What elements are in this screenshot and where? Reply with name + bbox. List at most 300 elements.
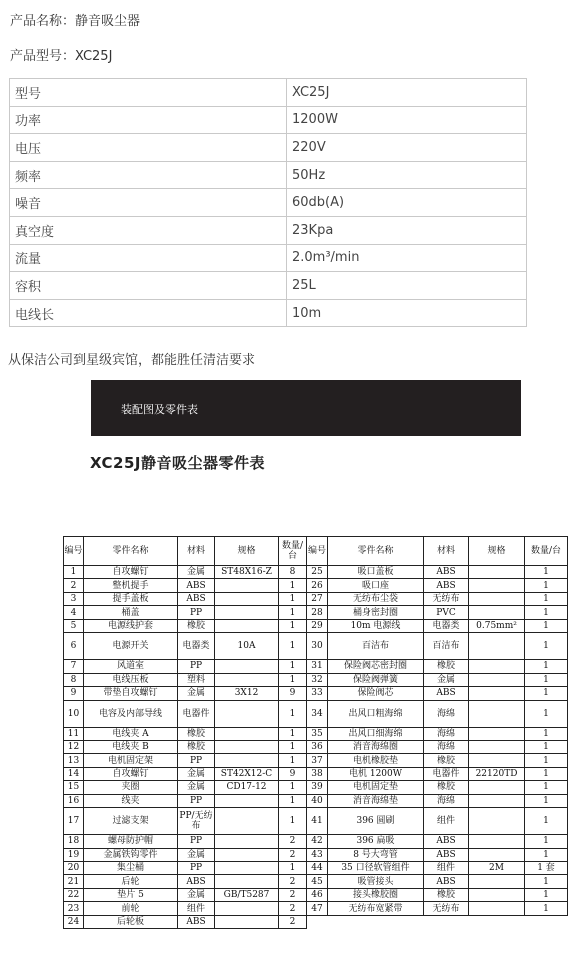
- parts-cell: ABS: [178, 915, 215, 928]
- parts-row: [64, 592, 568, 605]
- parts-cell: 百洁布: [424, 633, 469, 660]
- parts-cell: 接头橡胶圈: [328, 888, 424, 901]
- parts-table-title: XC25J静音吸尘器零件表: [90, 454, 265, 472]
- parts-cell: 8: [64, 673, 84, 686]
- parts-cell: 31: [307, 660, 328, 673]
- parts-cell: 2: [279, 902, 307, 915]
- product-name-line: 产品名称：静音吸尘器: [10, 14, 141, 29]
- parts-header-row: [64, 537, 568, 566]
- parts-cell: 15: [64, 781, 84, 794]
- parts-cell: 前轮: [84, 902, 178, 915]
- spec-label: 电压: [10, 134, 287, 162]
- parts-cell: 电线夹 A: [84, 727, 178, 740]
- product-model-line: 产品型号：XC25J: [10, 49, 113, 64]
- parts-cell: [328, 915, 424, 928]
- parts-cell: 10A: [215, 633, 279, 660]
- parts-cell: PP: [178, 660, 215, 673]
- parts-cell: [469, 727, 525, 740]
- parts-cell: 1: [525, 619, 568, 632]
- spec-value: 23Kpa: [287, 216, 527, 244]
- parts-cell: 1: [279, 619, 307, 632]
- parts-cell: 47: [307, 902, 328, 915]
- parts-cell: 2: [279, 875, 307, 888]
- parts-header-cell: 编号: [64, 537, 84, 566]
- parts-cell: [469, 606, 525, 619]
- parts-cell: 垫片 5: [84, 888, 178, 901]
- parts-cell: 吸管接头: [328, 875, 424, 888]
- parts-cell: 1: [279, 808, 307, 835]
- parts-cell: 电容及内部导线: [84, 700, 178, 727]
- parts-cell: 集尘桶: [84, 862, 178, 875]
- parts-cell: 自攻螺钉: [84, 767, 178, 780]
- spec-label: 容积: [10, 272, 287, 300]
- parts-cell: [469, 700, 525, 727]
- spec-label: 功率: [10, 106, 287, 134]
- parts-cell: [469, 902, 525, 915]
- parts-header-cell: 材料: [424, 537, 469, 566]
- spec-row: [10, 189, 527, 217]
- parts-cell: 过滤支架: [84, 808, 178, 835]
- parts-cell: PP: [178, 754, 215, 767]
- parts-cell: 2: [279, 848, 307, 861]
- parts-cell: 1 套: [525, 862, 568, 875]
- parts-cell: 1: [525, 592, 568, 605]
- parts-cell: 电机 1200W: [328, 767, 424, 780]
- parts-cell: 保险阀芯: [328, 687, 424, 700]
- parts-cell: 1: [525, 687, 568, 700]
- parts-cell: 3: [64, 592, 84, 605]
- parts-cell: 橡胶: [424, 660, 469, 673]
- parts-cell: [469, 848, 525, 861]
- spec-row: [10, 161, 527, 189]
- parts-row: [64, 794, 568, 807]
- parts-cell: 消音海绵圈: [328, 740, 424, 753]
- assembly-banner: [91, 380, 521, 436]
- parts-cell: 电器类: [424, 619, 469, 632]
- parts-row: [64, 700, 568, 727]
- parts-cell: 夹圈: [84, 781, 178, 794]
- parts-cell: 桶身密封圈: [328, 606, 424, 619]
- parts-cell: 19: [64, 848, 84, 861]
- parts-cell: 36: [307, 740, 328, 753]
- parts-cell: 1: [279, 660, 307, 673]
- parts-cell: [307, 915, 328, 928]
- parts-cell: 396 圆刷: [328, 808, 424, 835]
- parts-cell: 无纺布宽紧带: [328, 902, 424, 915]
- parts-header-cell: 数量/台: [279, 537, 307, 566]
- parts-cell: 无纺布: [424, 902, 469, 915]
- parts-cell: [469, 754, 525, 767]
- parts-cell: [215, 794, 279, 807]
- parts-row: [64, 915, 568, 928]
- parts-cell: 22: [64, 888, 84, 901]
- parts-row: [64, 740, 568, 753]
- parts-cell: 1: [279, 754, 307, 767]
- parts-cell: 1: [279, 633, 307, 660]
- parts-cell: 39: [307, 781, 328, 794]
- parts-cell: 5: [64, 619, 84, 632]
- parts-row: [64, 754, 568, 767]
- parts-cell: 12: [64, 740, 84, 753]
- parts-cell: PVC: [424, 606, 469, 619]
- parts-cell: 11: [64, 727, 84, 740]
- parts-cell: 海绵: [424, 727, 469, 740]
- parts-cell: 2: [64, 579, 84, 592]
- parts-cell: 3X12: [215, 687, 279, 700]
- parts-cell: 22120TD: [469, 767, 525, 780]
- parts-cell: 17: [64, 808, 84, 835]
- spec-value: 60db(A): [287, 189, 527, 217]
- parts-cell: 电机橡胶垫: [328, 754, 424, 767]
- parts-cell: 41: [307, 808, 328, 835]
- parts-row: [64, 566, 568, 579]
- spec-value: 50Hz: [287, 161, 527, 189]
- parts-cell: 橡胶: [424, 888, 469, 901]
- parts-cell: [215, 700, 279, 727]
- parts-cell: 9: [279, 767, 307, 780]
- parts-cell: 保险阀芯密封圈: [328, 660, 424, 673]
- spec-label: 真空度: [10, 216, 287, 244]
- parts-cell: 2: [279, 888, 307, 901]
- parts-row: [64, 902, 568, 915]
- parts-cell: 37: [307, 754, 328, 767]
- parts-cell: [469, 835, 525, 848]
- parts-cell: 1: [525, 808, 568, 835]
- parts-cell: 18: [64, 835, 84, 848]
- parts-row: [64, 579, 568, 592]
- parts-cell: 0.75mm²: [469, 619, 525, 632]
- parts-cell: [215, 579, 279, 592]
- parts-cell: 1: [525, 902, 568, 915]
- parts-cell: PP/无纺布: [178, 808, 215, 835]
- parts-cell: 1: [525, 673, 568, 686]
- parts-cell: 1: [279, 579, 307, 592]
- parts-cell: 13: [64, 754, 84, 767]
- parts-row: [64, 660, 568, 673]
- parts-cell: 9: [279, 687, 307, 700]
- parts-cell: 35 口径软管组件: [328, 862, 424, 875]
- parts-cell: 33: [307, 687, 328, 700]
- parts-cell: 23: [64, 902, 84, 915]
- parts-cell: ST48X16-Z: [215, 566, 279, 579]
- parts-cell: 10m 电源线: [328, 619, 424, 632]
- parts-cell: 1: [525, 835, 568, 848]
- parts-header-cell: 数量/台: [525, 537, 568, 566]
- parts-cell: 8: [279, 566, 307, 579]
- parts-cell: 出风口细海绵: [328, 727, 424, 740]
- parts-cell: 保险阀弹簧: [328, 673, 424, 686]
- spec-row: [10, 272, 527, 300]
- parts-cell: 2: [279, 835, 307, 848]
- parts-cell: CD17-12: [215, 781, 279, 794]
- parts-cell: 后轮板: [84, 915, 178, 928]
- parts-cell: 百洁布: [328, 633, 424, 660]
- parts-cell: 1: [525, 875, 568, 888]
- parts-cell: 46: [307, 888, 328, 901]
- parts-row: [64, 875, 568, 888]
- spec-row: [10, 244, 527, 272]
- parts-cell: 金属: [178, 781, 215, 794]
- parts-cell: 24: [64, 915, 84, 928]
- spec-label: 流量: [10, 244, 287, 272]
- parts-cell: 4: [64, 606, 84, 619]
- spec-table: [9, 78, 527, 327]
- parts-cell: 橡胶: [424, 754, 469, 767]
- parts-cell: 金属: [178, 566, 215, 579]
- parts-cell: [469, 915, 525, 928]
- parts-cell: 396 扁吸: [328, 835, 424, 848]
- spec-value: 1200W: [287, 106, 527, 134]
- parts-row: [64, 727, 568, 740]
- parts-header-cell: 规格: [469, 537, 525, 566]
- spec-value: 10m: [287, 299, 527, 327]
- spec-label: 电线长: [10, 299, 287, 327]
- parts-cell: [215, 915, 279, 928]
- parts-cell: ABS: [424, 566, 469, 579]
- parts-cell: 1: [279, 781, 307, 794]
- parts-cell: PP: [178, 606, 215, 619]
- parts-cell: 40: [307, 794, 328, 807]
- spec-value: 2.0m³/min: [287, 244, 527, 272]
- parts-cell: [215, 673, 279, 686]
- parts-cell: 电线压板: [84, 673, 178, 686]
- parts-row: [64, 673, 568, 686]
- parts-cell: 26: [307, 579, 328, 592]
- spec-row: [10, 79, 527, 107]
- parts-cell: 无纺布: [424, 592, 469, 605]
- parts-cell: PP: [178, 862, 215, 875]
- parts-cell: ABS: [424, 687, 469, 700]
- spec-value: 25L: [287, 272, 527, 300]
- parts-cell: [215, 808, 279, 835]
- parts-cell: 1: [279, 606, 307, 619]
- parts-cell: 2: [279, 915, 307, 928]
- parts-cell: 橡胶: [178, 740, 215, 753]
- parts-row: [64, 835, 568, 848]
- parts-cell: [469, 660, 525, 673]
- parts-cell: [469, 781, 525, 794]
- parts-header-cell: 零件名称: [84, 537, 178, 566]
- parts-cell: 海绵: [424, 740, 469, 753]
- spec-label: 噪音: [10, 189, 287, 217]
- spec-row: [10, 299, 527, 327]
- parts-cell: [215, 740, 279, 753]
- parts-cell: [469, 808, 525, 835]
- parts-cell: 电器类: [178, 633, 215, 660]
- parts-cell: 塑料: [178, 673, 215, 686]
- parts-cell: 1: [279, 862, 307, 875]
- parts-cell: ABS: [424, 579, 469, 592]
- parts-cell: 电源开关: [84, 633, 178, 660]
- parts-cell: 1: [525, 606, 568, 619]
- parts-cell: 电机固定架: [84, 754, 178, 767]
- spec-row: [10, 216, 527, 244]
- spec-label: 频率: [10, 161, 287, 189]
- parts-cell: 7: [64, 660, 84, 673]
- parts-cell: 电线夹 B: [84, 740, 178, 753]
- parts-cell: 金属: [178, 767, 215, 780]
- parts-cell: 电器件: [178, 700, 215, 727]
- parts-cell: ABS: [424, 835, 469, 848]
- parts-row: [64, 606, 568, 619]
- parts-cell: 9: [64, 687, 84, 700]
- parts-row: [64, 633, 568, 660]
- parts-cell: 10: [64, 700, 84, 727]
- spec-value: XC25J: [287, 79, 527, 107]
- parts-cell: 21: [64, 875, 84, 888]
- parts-cell: 1: [525, 566, 568, 579]
- parts-row: [64, 808, 568, 835]
- parts-cell: 35: [307, 727, 328, 740]
- parts-cell: 6: [64, 633, 84, 660]
- parts-cell: 电器件: [424, 767, 469, 780]
- parts-cell: 1: [525, 767, 568, 780]
- parts-cell: 金属: [178, 687, 215, 700]
- parts-cell: 38: [307, 767, 328, 780]
- parts-cell: 29: [307, 619, 328, 632]
- parts-cell: [469, 875, 525, 888]
- parts-cell: 30: [307, 633, 328, 660]
- parts-cell: 无纺布尘袋: [328, 592, 424, 605]
- parts-cell: GB/T5287: [215, 888, 279, 901]
- parts-cell: 组件: [424, 808, 469, 835]
- parts-cell: 出风口粗海绵: [328, 700, 424, 727]
- parts-cell: 1: [279, 592, 307, 605]
- parts-cell: 32: [307, 673, 328, 686]
- parts-cell: [469, 794, 525, 807]
- parts-cell: 25: [307, 566, 328, 579]
- parts-cell: [525, 915, 568, 928]
- parts-cell: 金属: [178, 848, 215, 861]
- parts-cell: PP: [178, 835, 215, 848]
- parts-cell: [469, 579, 525, 592]
- parts-cell: 后轮: [84, 875, 178, 888]
- parts-cell: 整机提手: [84, 579, 178, 592]
- parts-cell: 金属: [424, 673, 469, 686]
- parts-cell: 2M: [469, 862, 525, 875]
- parts-cell: 吸口盖板: [328, 566, 424, 579]
- parts-cell: 橡胶: [178, 727, 215, 740]
- parts-cell: 1: [525, 700, 568, 727]
- parts-cell: [469, 592, 525, 605]
- spec-label: 型号: [10, 79, 287, 107]
- parts-cell: [215, 606, 279, 619]
- parts-cell: 16: [64, 794, 84, 807]
- parts-cell: 电机固定垫: [328, 781, 424, 794]
- parts-cell: ABS: [178, 579, 215, 592]
- parts-cell: 1: [525, 660, 568, 673]
- parts-row: [64, 781, 568, 794]
- parts-cell: 1: [525, 633, 568, 660]
- parts-cell: 金属: [178, 888, 215, 901]
- parts-cell: 20: [64, 862, 84, 875]
- banner-title: 装配图及零件表: [121, 403, 198, 416]
- parts-cell: 34: [307, 700, 328, 727]
- parts-cell: 组件: [424, 862, 469, 875]
- description-text: 从保洁公司到星级宾馆，都能胜任清洁要求: [8, 353, 256, 368]
- parts-cell: 1: [279, 727, 307, 740]
- parts-cell: 28: [307, 606, 328, 619]
- parts-cell: 吸口座: [328, 579, 424, 592]
- parts-cell: 螺母防护帽: [84, 835, 178, 848]
- parts-header-cell: 零件名称: [328, 537, 424, 566]
- parts-cell: 14: [64, 767, 84, 780]
- parts-cell: [424, 915, 469, 928]
- parts-cell: [215, 754, 279, 767]
- parts-cell: 1: [279, 700, 307, 727]
- parts-cell: [469, 673, 525, 686]
- parts-cell: 风道室: [84, 660, 178, 673]
- parts-cell: 带垫自攻螺钉: [84, 687, 178, 700]
- parts-cell: 43: [307, 848, 328, 861]
- parts-cell: 1: [279, 794, 307, 807]
- spec-value: 220V: [287, 134, 527, 162]
- parts-cell: 1: [279, 673, 307, 686]
- parts-header-cell: 规格: [215, 537, 279, 566]
- parts-cell: ABS: [424, 875, 469, 888]
- parts-cell: 1: [525, 781, 568, 794]
- parts-cell: PP: [178, 794, 215, 807]
- parts-cell: [215, 835, 279, 848]
- parts-cell: [215, 902, 279, 915]
- parts-cell: 45: [307, 875, 328, 888]
- parts-cell: [469, 566, 525, 579]
- parts-cell: 1: [525, 727, 568, 740]
- parts-cell: [215, 592, 279, 605]
- parts-cell: [215, 660, 279, 673]
- parts-cell: 橡胶: [178, 619, 215, 632]
- parts-cell: 27: [307, 592, 328, 605]
- spec-row: [10, 106, 527, 134]
- parts-cell: 1: [525, 848, 568, 861]
- parts-cell: 1: [525, 740, 568, 753]
- parts-row: [64, 619, 568, 632]
- parts-cell: [469, 633, 525, 660]
- parts-row: [64, 862, 568, 875]
- parts-cell: ABS: [178, 875, 215, 888]
- parts-cell: ST42X12-C: [215, 767, 279, 780]
- parts-cell: [215, 848, 279, 861]
- parts-cell: [215, 619, 279, 632]
- parts-row: [64, 888, 568, 901]
- parts-row: [64, 848, 568, 861]
- parts-cell: 消音海绵垫: [328, 794, 424, 807]
- parts-row: [64, 767, 568, 780]
- parts-cell: 44: [307, 862, 328, 875]
- parts-cell: 1: [64, 566, 84, 579]
- parts-header-cell: 编号: [307, 537, 328, 566]
- spec-row: [10, 134, 527, 162]
- parts-cell: [215, 862, 279, 875]
- parts-cell: 1: [525, 754, 568, 767]
- parts-cell: 42: [307, 835, 328, 848]
- parts-row: [64, 687, 568, 700]
- parts-cell: [469, 888, 525, 901]
- parts-cell: 1: [525, 579, 568, 592]
- parts-cell: 8 号大弯管: [328, 848, 424, 861]
- parts-cell: 线夹: [84, 794, 178, 807]
- parts-cell: [469, 740, 525, 753]
- parts-cell: 金属铁钩零件: [84, 848, 178, 861]
- parts-cell: [215, 875, 279, 888]
- parts-cell: ABS: [178, 592, 215, 605]
- parts-cell: 提手盖板: [84, 592, 178, 605]
- parts-cell: [469, 687, 525, 700]
- parts-cell: 1: [525, 794, 568, 807]
- parts-cell: 电源线护套: [84, 619, 178, 632]
- parts-cell: ABS: [424, 848, 469, 861]
- parts-cell: 橡胶: [424, 781, 469, 794]
